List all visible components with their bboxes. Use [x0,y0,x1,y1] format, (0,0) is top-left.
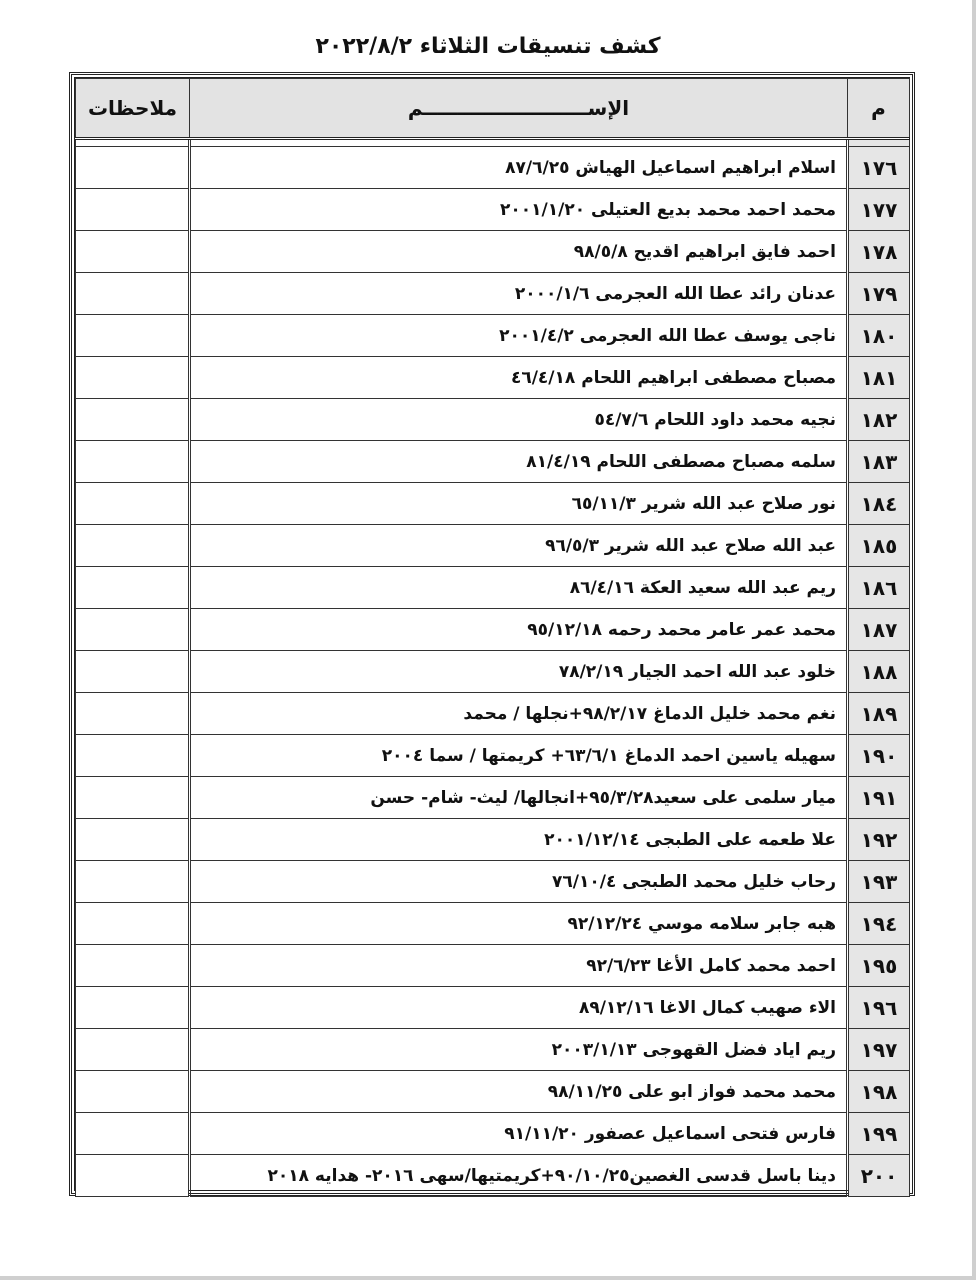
table-body [76,139,910,1197]
row-number: ١٨٠ [848,315,910,357]
row-number: ١٧٧ [848,189,910,231]
row-notes [76,567,190,609]
table-row [76,273,910,315]
table-row [76,861,910,903]
table-row [76,399,910,441]
row-name: احمد فايق ابراهيم اقديح ٩٨/٥/٨ [190,231,848,273]
row-number: ١٨٤ [848,483,910,525]
row-number: ١٩٠ [848,735,910,777]
table-row [76,1155,910,1197]
row-notes [76,1071,190,1113]
row-name: خلود عبد الله احمد الجيار ٧٨/٢/١٩ [190,651,848,693]
table-row [76,945,910,987]
table-header-row [76,79,910,139]
row-name: علا طعمه على الطبجى ٢٠٠١/١٢/١٤ [190,819,848,861]
row-number: ١٧٩ [848,273,910,315]
table-row [76,315,910,357]
row-name: سهيله ياسين احمد الدماغ ٦٣/٦/١+ كريمتها / سما ٢٠٠٤ [190,735,848,777]
row-number: ١٧٦ [848,147,910,189]
row-number: ١٩٣ [848,861,910,903]
spacer-cell [190,139,848,147]
row-name: محمد احمد محمد بديع العتيلى ٢٠٠١/١/٢٠ [190,189,848,231]
row-notes [76,1155,190,1197]
table-row [76,357,910,399]
row-name: اسلام ابراهيم اسماعيل الهياش ٨٧/٦/٢٥ [190,147,848,189]
row-number: ١٨٣ [848,441,910,483]
header-number: م [848,79,910,139]
row-notes [76,735,190,777]
row-notes [76,483,190,525]
spacer-cell [76,139,190,147]
roster-table-frame [69,72,915,1196]
table-row [76,1113,910,1155]
row-name: احمد محمد كامل الأغا ٩٢/٦/٢٣ [190,945,848,987]
row-number: ١٨٥ [848,525,910,567]
row-name: سلمه مصباح مصطفى اللحام ٨١/٤/١٩ [190,441,848,483]
row-number: ١٨١ [848,357,910,399]
table-row [76,693,910,735]
row-name: ميار سلمى على سعيد٩٥/٣/٢٨+انجالها/ ليث- شام- حسن [190,777,848,819]
table-row [76,777,910,819]
row-notes [76,609,190,651]
row-notes [76,819,190,861]
spacer-cell [848,139,910,147]
row-notes [76,987,190,1029]
row-number: ١٩٢ [848,819,910,861]
table-row [76,1071,910,1113]
table-row [76,819,910,861]
table-row [76,483,910,525]
row-notes [76,1113,190,1155]
row-notes [76,777,190,819]
row-notes [76,1029,190,1071]
table-spacer-row [76,139,910,147]
row-name: عبد الله صلاح عبد الله شرير ٩٦/٥/٣ [190,525,848,567]
row-number: ١٨٧ [848,609,910,651]
row-name: هبه جابر سلامه موسي ٩٢/١٢/٢٤ [190,903,848,945]
table-row [76,189,910,231]
row-notes [76,399,190,441]
table-row [76,735,910,777]
row-name: نغم محمد خليل الدماغ ٩٨/٢/١٧+نجلها / محمد [190,693,848,735]
row-notes [76,189,190,231]
row-number: ١٩١ [848,777,910,819]
row-number: ١٧٨ [848,231,910,273]
row-name: عدنان رائد عطا الله العجرمى ٢٠٠٠/١/٦ [190,273,848,315]
row-notes [76,651,190,693]
header-notes: ملاحظات [76,79,190,139]
row-number: ٢٠٠ [848,1155,910,1197]
row-notes [76,231,190,273]
row-name: دينا باسل قدسى الغصين٩٠/١٠/٢٥+كريمتيها/سهى ٢٠١٦- هدايه ٢٠١٨ [190,1155,848,1197]
table-row [76,903,910,945]
row-number: ١٨٢ [848,399,910,441]
row-number: ١٩٩ [848,1113,910,1155]
document-title: كشف تنسيقات الثلاثاء ٢٠٢٢/٨/٢ [315,34,661,59]
row-name: ناجى يوسف عطا الله العجرمى ٢٠٠١/٤/٢ [190,315,848,357]
table-row [76,987,910,1029]
row-notes [76,945,190,987]
row-notes [76,315,190,357]
row-name: فارس فتحى اسماعيل عصفور ٩١/١١/٢٠ [190,1113,848,1155]
table-row [76,567,910,609]
row-name: ريم عبد الله سعيد العكة ٨٦/٤/١٦ [190,567,848,609]
row-notes [76,861,190,903]
row-number: ١٩٨ [848,1071,910,1113]
row-notes [76,903,190,945]
row-notes [76,273,190,315]
row-notes [76,147,190,189]
row-number: ١٨٨ [848,651,910,693]
row-notes [76,441,190,483]
row-name: رحاب خليل محمد الطبجى ٧٦/١٠/٤ [190,861,848,903]
row-name: محمد محمد فواز ابو على ٩٨/١١/٢٥ [190,1071,848,1113]
row-number: ١٩٤ [848,903,910,945]
roster-table [75,78,910,1197]
row-number: ١٨٩ [848,693,910,735]
row-number: ١٨٦ [848,567,910,609]
row-name: مصباح مصطفى ابراهيم اللحام ٤٦/٤/١٨ [190,357,848,399]
row-notes [76,525,190,567]
row-name: الاء صهيب كمال الاغا ٨٩/١٢/١٦ [190,987,848,1029]
row-notes [76,357,190,399]
row-name: نجيه محمد داود اللحام ٥٤/٧/٦ [190,399,848,441]
row-number: ١٩٧ [848,1029,910,1071]
row-name: نور صلاح عبد الله شرير ٦٥/١١/٣ [190,483,848,525]
table-row [76,1029,910,1071]
table-row [76,609,910,651]
table-row [76,441,910,483]
row-number: ١٩٦ [848,987,910,1029]
header-name: الإســــــــــــــــــــــــم [190,79,848,139]
row-name: ريم اياد فضل القهوجى ٢٠٠٣/١/١٣ [190,1029,848,1071]
table-row [76,651,910,693]
row-name: محمد عمر عامر محمد رحمه ٩٥/١٢/١٨ [190,609,848,651]
table-row [76,525,910,567]
table-row [76,231,910,273]
table-row [76,147,910,189]
row-notes [76,693,190,735]
row-number: ١٩٥ [848,945,910,987]
